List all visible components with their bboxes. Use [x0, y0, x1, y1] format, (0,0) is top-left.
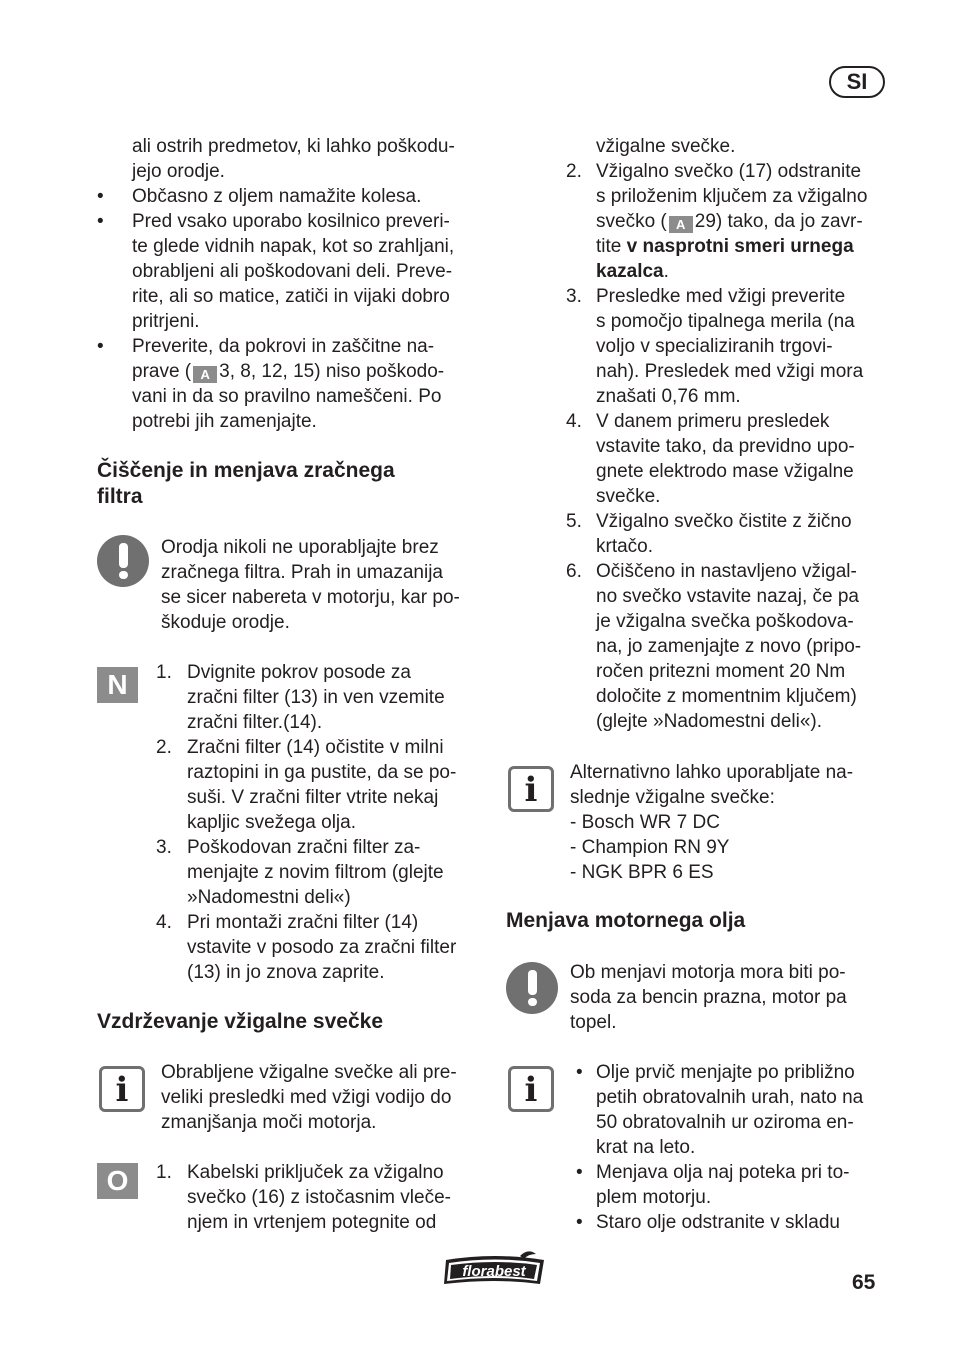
left-intro — [132, 134, 455, 184]
bullet-dot: • — [576, 1062, 583, 1083]
section-heading: Vzdrževanje vžigalne svečke — [97, 1010, 383, 1033]
list-item — [566, 409, 896, 509]
text-line: Kabelski priključek za vžigalno — [187, 1162, 444, 1183]
text-line: ročen pritezni moment 20 Nm — [596, 661, 846, 682]
text-line: Menjava olja naj poteka pri to- — [596, 1162, 850, 1183]
step-number: 3. — [156, 837, 172, 858]
text-line: zračni filter (13) in ven vzemite — [187, 687, 445, 708]
steps-list-n — [156, 660, 486, 985]
text-line: vžigalne svečke. — [596, 136, 736, 157]
text-line: krat na leto. — [596, 1137, 696, 1158]
text-line: no svečko vstavite nazaj, če pa — [596, 586, 859, 607]
info-icon: i — [99, 1066, 145, 1112]
text-line: krtačo. — [596, 536, 654, 557]
text-fragment: . — [663, 261, 669, 282]
text-line: raztopini in ga pustite, da se po- — [187, 762, 457, 783]
text-line: Poškodovan zračni filter za- — [187, 837, 421, 858]
text-fragment: svečko ( — [596, 211, 667, 232]
text-line: njem in vrtenjem potegnite od — [187, 1212, 437, 1233]
text-line: svečke. — [596, 486, 661, 507]
text-line: Občasno z oljem namažite kolesa. — [132, 186, 422, 207]
heading-line: filtra — [97, 485, 143, 508]
bullet-dot: • — [576, 1162, 583, 1183]
info-note — [570, 760, 853, 885]
bullet-item — [132, 209, 454, 334]
text-line: Ob menjavi motorja mora biti po- — [570, 962, 846, 983]
text-line: te glede vidnih napak, kot so zrahljani, — [132, 236, 455, 257]
step-number: 2. — [156, 737, 172, 758]
text-line: (glejte »Nadomestni deli«). — [596, 711, 823, 732]
bullet-dot: • — [97, 211, 104, 232]
text-line: plem motorju. — [596, 1187, 712, 1208]
bullet-item — [132, 184, 421, 209]
figure-tag-o: O — [97, 1163, 138, 1199]
text-line: - NGK BPR 6 ES — [570, 862, 714, 883]
text-line: Dvignite pokrov posode za — [187, 662, 411, 683]
text-fragment: tite — [596, 236, 627, 257]
text-line: nah). Presledek med vžigi mora — [596, 361, 864, 382]
bold-fragment: kazalca — [596, 261, 664, 282]
text-line — [132, 359, 444, 384]
figure-tag-n: N — [97, 667, 138, 703]
text-line: vstavite v posodo za zračni filter — [187, 937, 457, 958]
text-line: Vžigalno svečko čistite z žično — [596, 511, 852, 532]
list-item — [566, 559, 896, 734]
text-line: Zračni filter (14) očistite v milni — [187, 737, 444, 758]
text-line: Preverite, da pokrovi in zaščitne na- — [132, 336, 435, 357]
text-line: menjajte z novim filtrom (glejte — [187, 862, 444, 883]
bullet-item — [596, 1160, 849, 1210]
info-icon: i — [508, 1066, 554, 1112]
text-line: jejo orodje. — [132, 161, 225, 182]
step-number: 6. — [566, 561, 582, 582]
list-item — [566, 159, 896, 284]
text-line: rite, ali so matice, zatiči in vijaki dobro — [132, 286, 450, 307]
text-line: gnete elektrodo mase vžigalne — [596, 461, 854, 482]
text-line — [596, 234, 867, 259]
text-line: Obrabljene vžigalne svečke ali pre- — [161, 1062, 457, 1083]
text-line: 50 obratovalnih ur oziroma en- — [596, 1112, 854, 1133]
section-heading — [97, 458, 395, 510]
section-heading: Menjava motornega olja — [506, 909, 746, 932]
text-line: zračni filter.(14). — [187, 712, 323, 733]
step-number: 5. — [566, 511, 582, 532]
list-item — [566, 509, 896, 559]
bold-fragment: v nasprotni smeri urnega — [626, 236, 854, 257]
text-line: Olje prvič menjajte po približno — [596, 1062, 855, 1083]
text-line: Pri montaži zračni filter (14) — [187, 912, 419, 933]
warning-note — [570, 960, 847, 1035]
text-line: s pomočjo tipalnega merila (na — [596, 311, 855, 332]
bullet-item — [132, 334, 444, 434]
figure-a-tag: A — [193, 366, 217, 383]
info-note — [161, 1060, 457, 1135]
text-line: Staro olje odstranite v skladu — [596, 1212, 840, 1233]
list-item — [156, 660, 486, 735]
steps-list-right — [566, 159, 896, 734]
text-line: »Nadomestni deli«) — [187, 887, 351, 908]
text-line: s priloženim ključem za vžigalno — [596, 186, 868, 207]
list-item — [156, 910, 486, 985]
text-line: obrabljeni ali poškodovani deli. Preve- — [132, 261, 453, 282]
text-line: Pred vsako uporabo kosilnico preveri- — [132, 211, 450, 232]
text-line: znašati 0,76 mm. — [596, 386, 741, 407]
text-line: določite z momentnim ključem) — [596, 686, 857, 707]
text-line: (13) in jo znova zaprite. — [187, 962, 385, 983]
list-item — [156, 835, 486, 910]
text-fragment: prave ( — [132, 361, 192, 382]
warning-icon — [97, 535, 149, 587]
step-number: 3. — [566, 286, 582, 307]
step-number: 1. — [156, 1162, 172, 1183]
text-line: škoduje orodje. — [161, 612, 290, 633]
text-line: topel. — [570, 1012, 617, 1033]
list-item — [156, 1160, 486, 1235]
bullet-dot: • — [97, 186, 104, 207]
text-line: vani in da so pravilno nameščeni. Po — [132, 386, 442, 407]
step-number: 4. — [156, 912, 172, 933]
text-line: zračnega filtra. Prah in umazanija — [161, 562, 443, 583]
bullet-dot: • — [576, 1212, 583, 1233]
text-line: soda za bencin prazna, motor pa — [570, 987, 847, 1008]
text-line: na, jo zamenjajte z novo (pripo- — [596, 636, 862, 657]
step-number: 2. — [566, 161, 582, 182]
text-line: Vžigalno svečko (17) odstranite — [596, 161, 862, 182]
text-line: potrebi jih zamenjajte. — [132, 411, 317, 432]
figure-a-tag: A — [669, 216, 693, 233]
text-line: veliki presledki med vžigi vodijo do — [161, 1087, 452, 1108]
text-line: se sicer nabereta v motorju, kar po- — [161, 587, 460, 608]
list-item — [566, 284, 896, 409]
text-fragment: 3, 8, 12, 15) niso poškodo- — [219, 361, 445, 382]
text-line: pritrjeni. — [132, 311, 200, 332]
text-line: zmanjšanja moči motorja. — [161, 1112, 377, 1133]
text-line: Alternativno lahko uporabljate na- — [570, 762, 854, 783]
text-line: voljo v specializiranih trgovi- — [596, 336, 833, 357]
step-number: 4. — [566, 411, 582, 432]
text-line: petih obratovalnih urah, nato na — [596, 1087, 864, 1108]
bullet-dot: • — [97, 336, 104, 357]
text-line: V danem primeru presledek — [596, 411, 830, 432]
text-line: Orodja nikoli ne uporabljajte brez — [161, 537, 439, 558]
page-number: 65 — [852, 1271, 876, 1294]
list-item — [156, 735, 486, 835]
text-line: Očiščeno in nastavljeno vžigal- — [596, 561, 857, 582]
text-line — [596, 209, 867, 234]
warning-note — [161, 535, 460, 635]
text-line: kapljic svežega olja. — [187, 812, 356, 833]
steps-list-o — [156, 1160, 486, 1235]
warning-icon — [506, 962, 558, 1014]
text-line: svečko (16) z istočasnim vleče- — [187, 1187, 451, 1208]
info-icon: i — [508, 766, 554, 812]
florabest-logo — [440, 1250, 550, 1288]
bullet-item — [596, 1060, 863, 1160]
language-badge: SI — [829, 66, 885, 98]
text-line: vstavite tako, da previdno upo- — [596, 436, 855, 457]
heading-line: Čiščenje in menjava zračnega — [97, 459, 395, 482]
text-line: Presledke med vžigi preverite — [596, 286, 846, 307]
text-line: ali ostrih predmetov, ki lahko poškodu- — [132, 136, 455, 157]
text-line — [596, 259, 867, 284]
text-line: slednje vžigalne svečke: — [570, 787, 775, 808]
logo-text: florabest — [462, 1263, 526, 1280]
bullet-item — [596, 1210, 840, 1235]
right-continuation — [596, 134, 735, 159]
text-line: je vžigalna svečka poškodova- — [596, 611, 854, 632]
text-fragment: 29) tako, da jo zavr- — [694, 211, 863, 232]
text-line: - Bosch WR 7 DC — [570, 812, 720, 833]
step-number: 1. — [156, 662, 172, 683]
text-line: suši. V zračni filter vtrite nekaj — [187, 787, 439, 808]
text-line: - Champion RN 9Y — [570, 837, 730, 858]
